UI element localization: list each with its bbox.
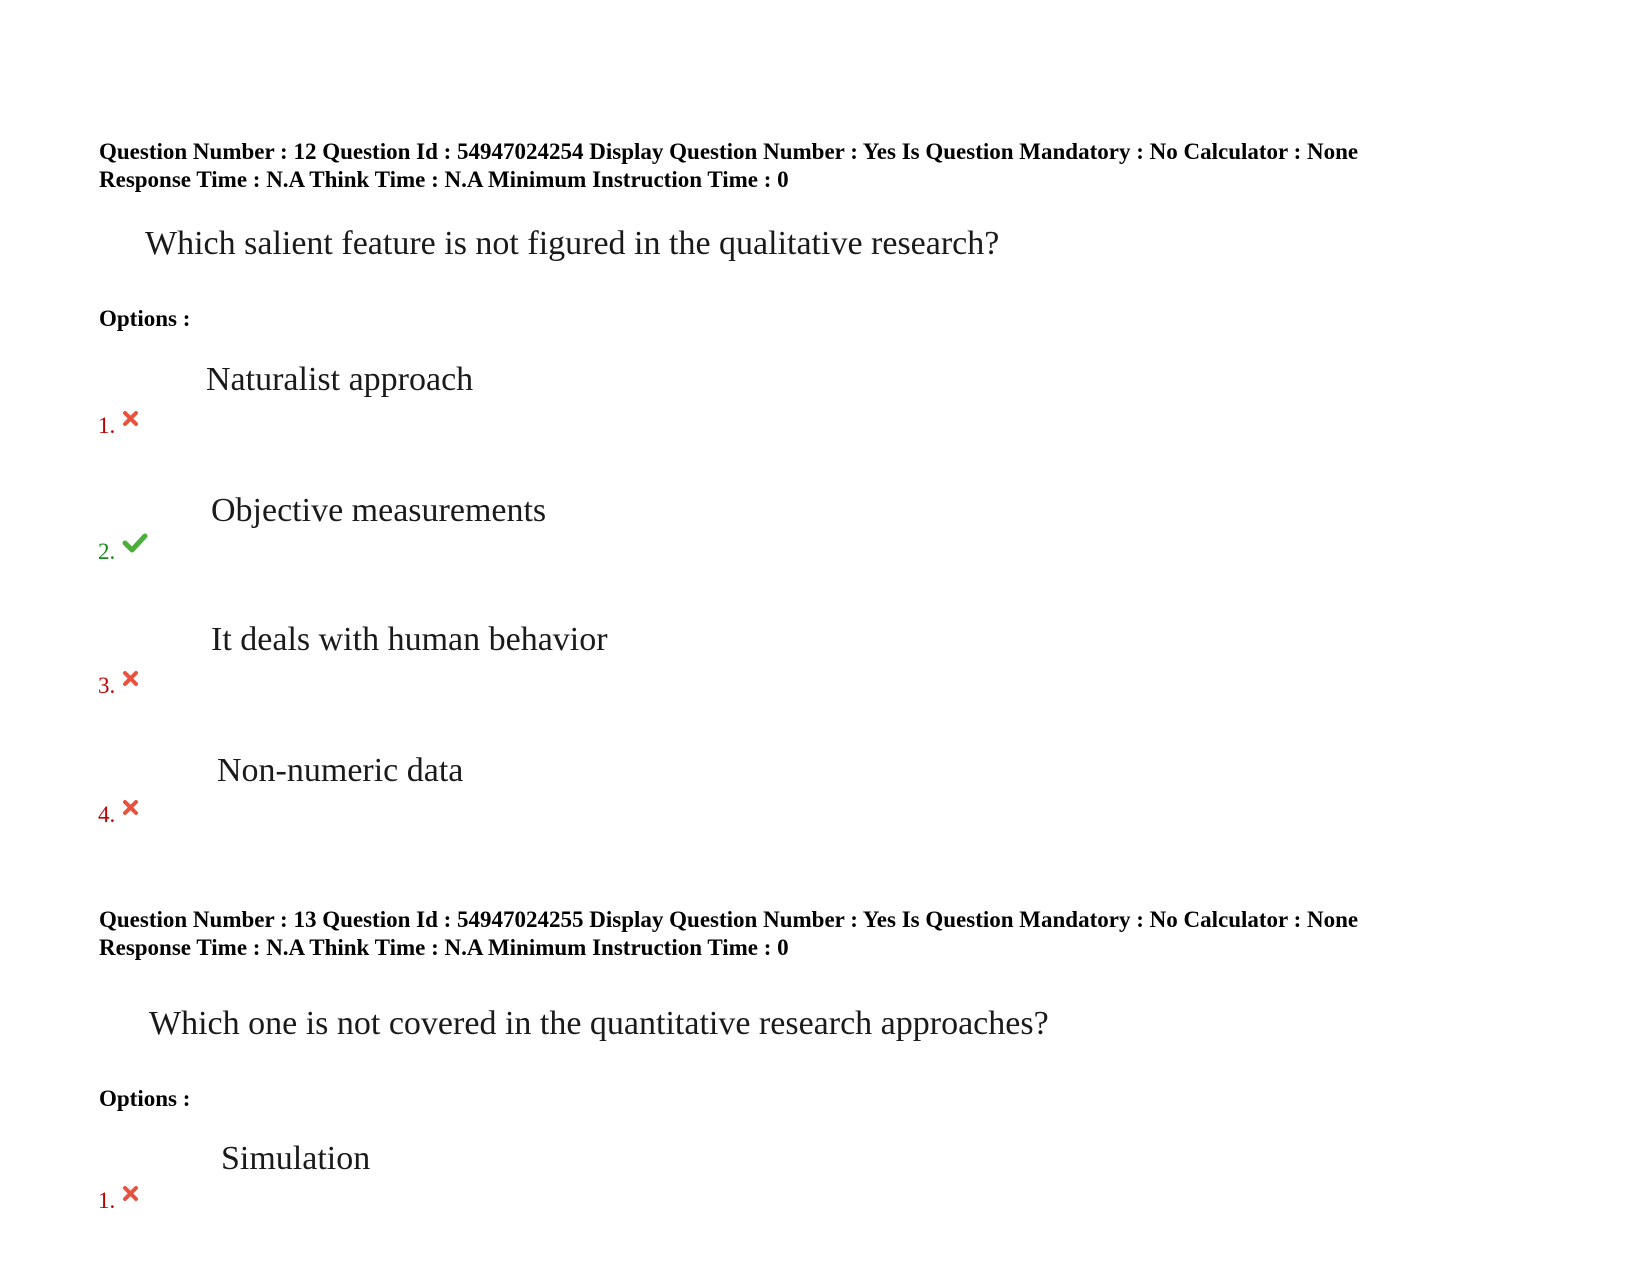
question-text: Which one is not covered in the quantitative research approaches? — [149, 1005, 1049, 1042]
question-timing-line: Response Time : N.A Think Time : N.A Minimum Instruction Time : 0 — [99, 935, 789, 960]
option-number: 1. — [98, 413, 116, 438]
option-marker — [98, 412, 139, 440]
option-marker — [98, 538, 148, 566]
option-number: 4. — [98, 802, 116, 827]
cross-icon — [122, 795, 139, 823]
option-text: Non-numeric data — [217, 752, 464, 789]
cross-icon — [122, 406, 139, 434]
option-text: Simulation — [221, 1140, 371, 1177]
check-icon — [122, 532, 148, 560]
option-number: 1. — [98, 1188, 116, 1213]
option-text: It deals with human behavior — [211, 621, 608, 658]
cross-icon — [122, 666, 139, 694]
option-marker — [98, 672, 139, 700]
question-meta-line: Question Number : 12 Question Id : 54947024254 Display Question Number : Yes Is Question Mandatory : No Calculator : None — [99, 139, 1359, 164]
question-timing-line: Response Time : N.A Think Time : N.A Minimum Instruction Time : 0 — [99, 167, 789, 192]
options-label: Options : — [99, 1086, 191, 1111]
cross-icon — [122, 1181, 139, 1209]
question-meta-line: Question Number : 13 Question Id : 54947024255 Display Question Number : Yes Is Question Mandatory : No Calculator : None — [99, 907, 1359, 932]
option-text: Objective measurements — [211, 492, 547, 529]
option-number: 2. — [98, 539, 116, 564]
option-marker — [98, 1187, 139, 1215]
option-marker — [98, 801, 139, 829]
question-text: Which salient feature is not figured in the qualitative research? — [145, 225, 1000, 262]
options-label: Options : — [99, 306, 191, 331]
option-text: Naturalist approach — [206, 361, 474, 398]
option-number: 3. — [98, 673, 116, 698]
